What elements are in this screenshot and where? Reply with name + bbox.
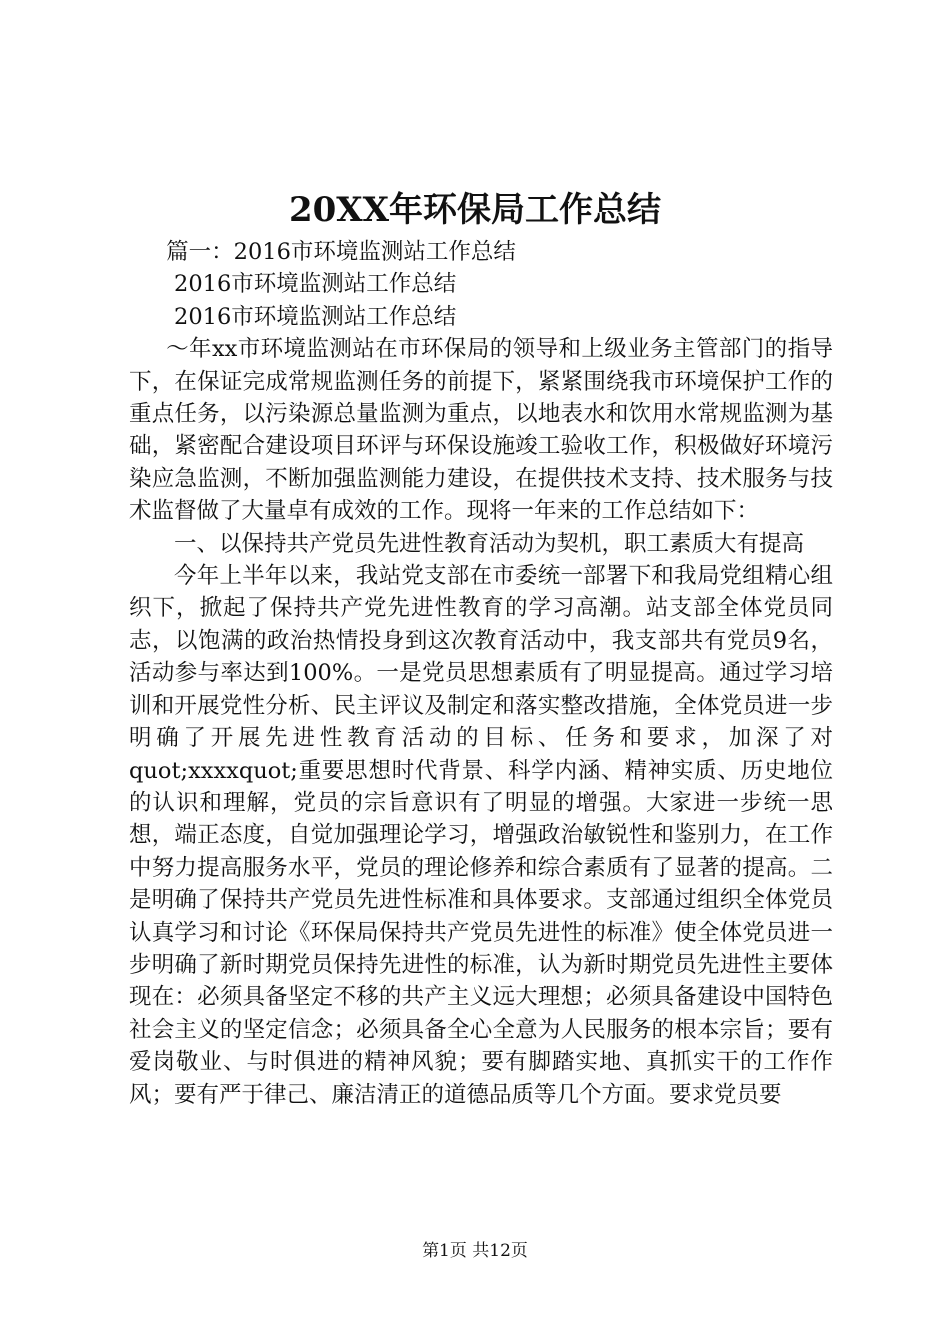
document-body <box>129 236 833 1111</box>
paragraph-heading-one: 一、以保持共产党员先进性教育活动为契机，职工素质大有提高 <box>174 530 805 557</box>
paragraph-section-heading: 篇一：2016市环境监测站工作总结 <box>166 239 516 265</box>
paragraph-subtitle-2: 2016市环境监测站工作总结 <box>174 303 457 330</box>
page-footer: 第1页 共12页 <box>422 1241 528 1261</box>
paragraph-body: 今年上半年以来，我站党支部在市委统一部署下和我局党组精心组织下，掀起了保持共产党先进性教育的学习高潮。站支部全体党员同志，以饱满的政治热情投身到这次教育活动中，我支部共有党员9名，活动参与率达到100%。一是党员思想素质有了明显提高。通过学习培训和开展党性分析、民主评议及制定和落实整改措施，全体党员进一步明确了开展先进性教育活动的目标、任务和要求，加深了对quot;xxxxquot;重要思想时代背景、科学内涵、精神实质、历史地位的认识和理解，党员的宗旨意识有了明显的增强。大家进一步统一思想，端正态度，自觉加强理论学习，增强政治敏锐性和鉴别力，在工作中努力提高服务水平，党员的理论修养和综合素质有了显著的提高。二是明确了保持共产党员先进性标准和具体要求。支部通过组织全体党员认真学习和讨论《环保局保持共产党员先进性的标准》使全体党员进一步明确了新时期党员保持先进性的标准，认为新时期党员先进性主要体现在：必须具备坚定不移的共产主义远大理想；必须具备建设中国特色社会主义的坚定信念；必须具备全心全意为人民服务的根本宗旨；要有爱岗敬业、与时俱进的精神风貌；要有脚踏实地、真抓实干的工作作风；要有严于律己、廉洁清正的道德品质等几个方面。要求党员要 <box>129 563 833 1108</box>
paragraph-subtitle-1: 2016市环境监测站工作总结 <box>174 271 457 298</box>
document-title: 20XX年环保局工作总结 <box>288 190 662 230</box>
paragraph-intro: ～年xx市环境监测站在市环保局的领导和上级业务主管部门的指导下，在保证完成常规监测任务的前提下，紧紧围绕我市环境保护工作的重点任务，以污染源总量监测为重点，以地表水和饮用水常规监测为基础，紧密配合建设项目环评与环保设施竣工验收工作，积极做好环境污染应急监测，不断加强监测能力建设，在提供技术支持、技术服务与技术监督做了大量卓有成效的工作。现将一年来的工作总结如下： <box>129 336 833 525</box>
